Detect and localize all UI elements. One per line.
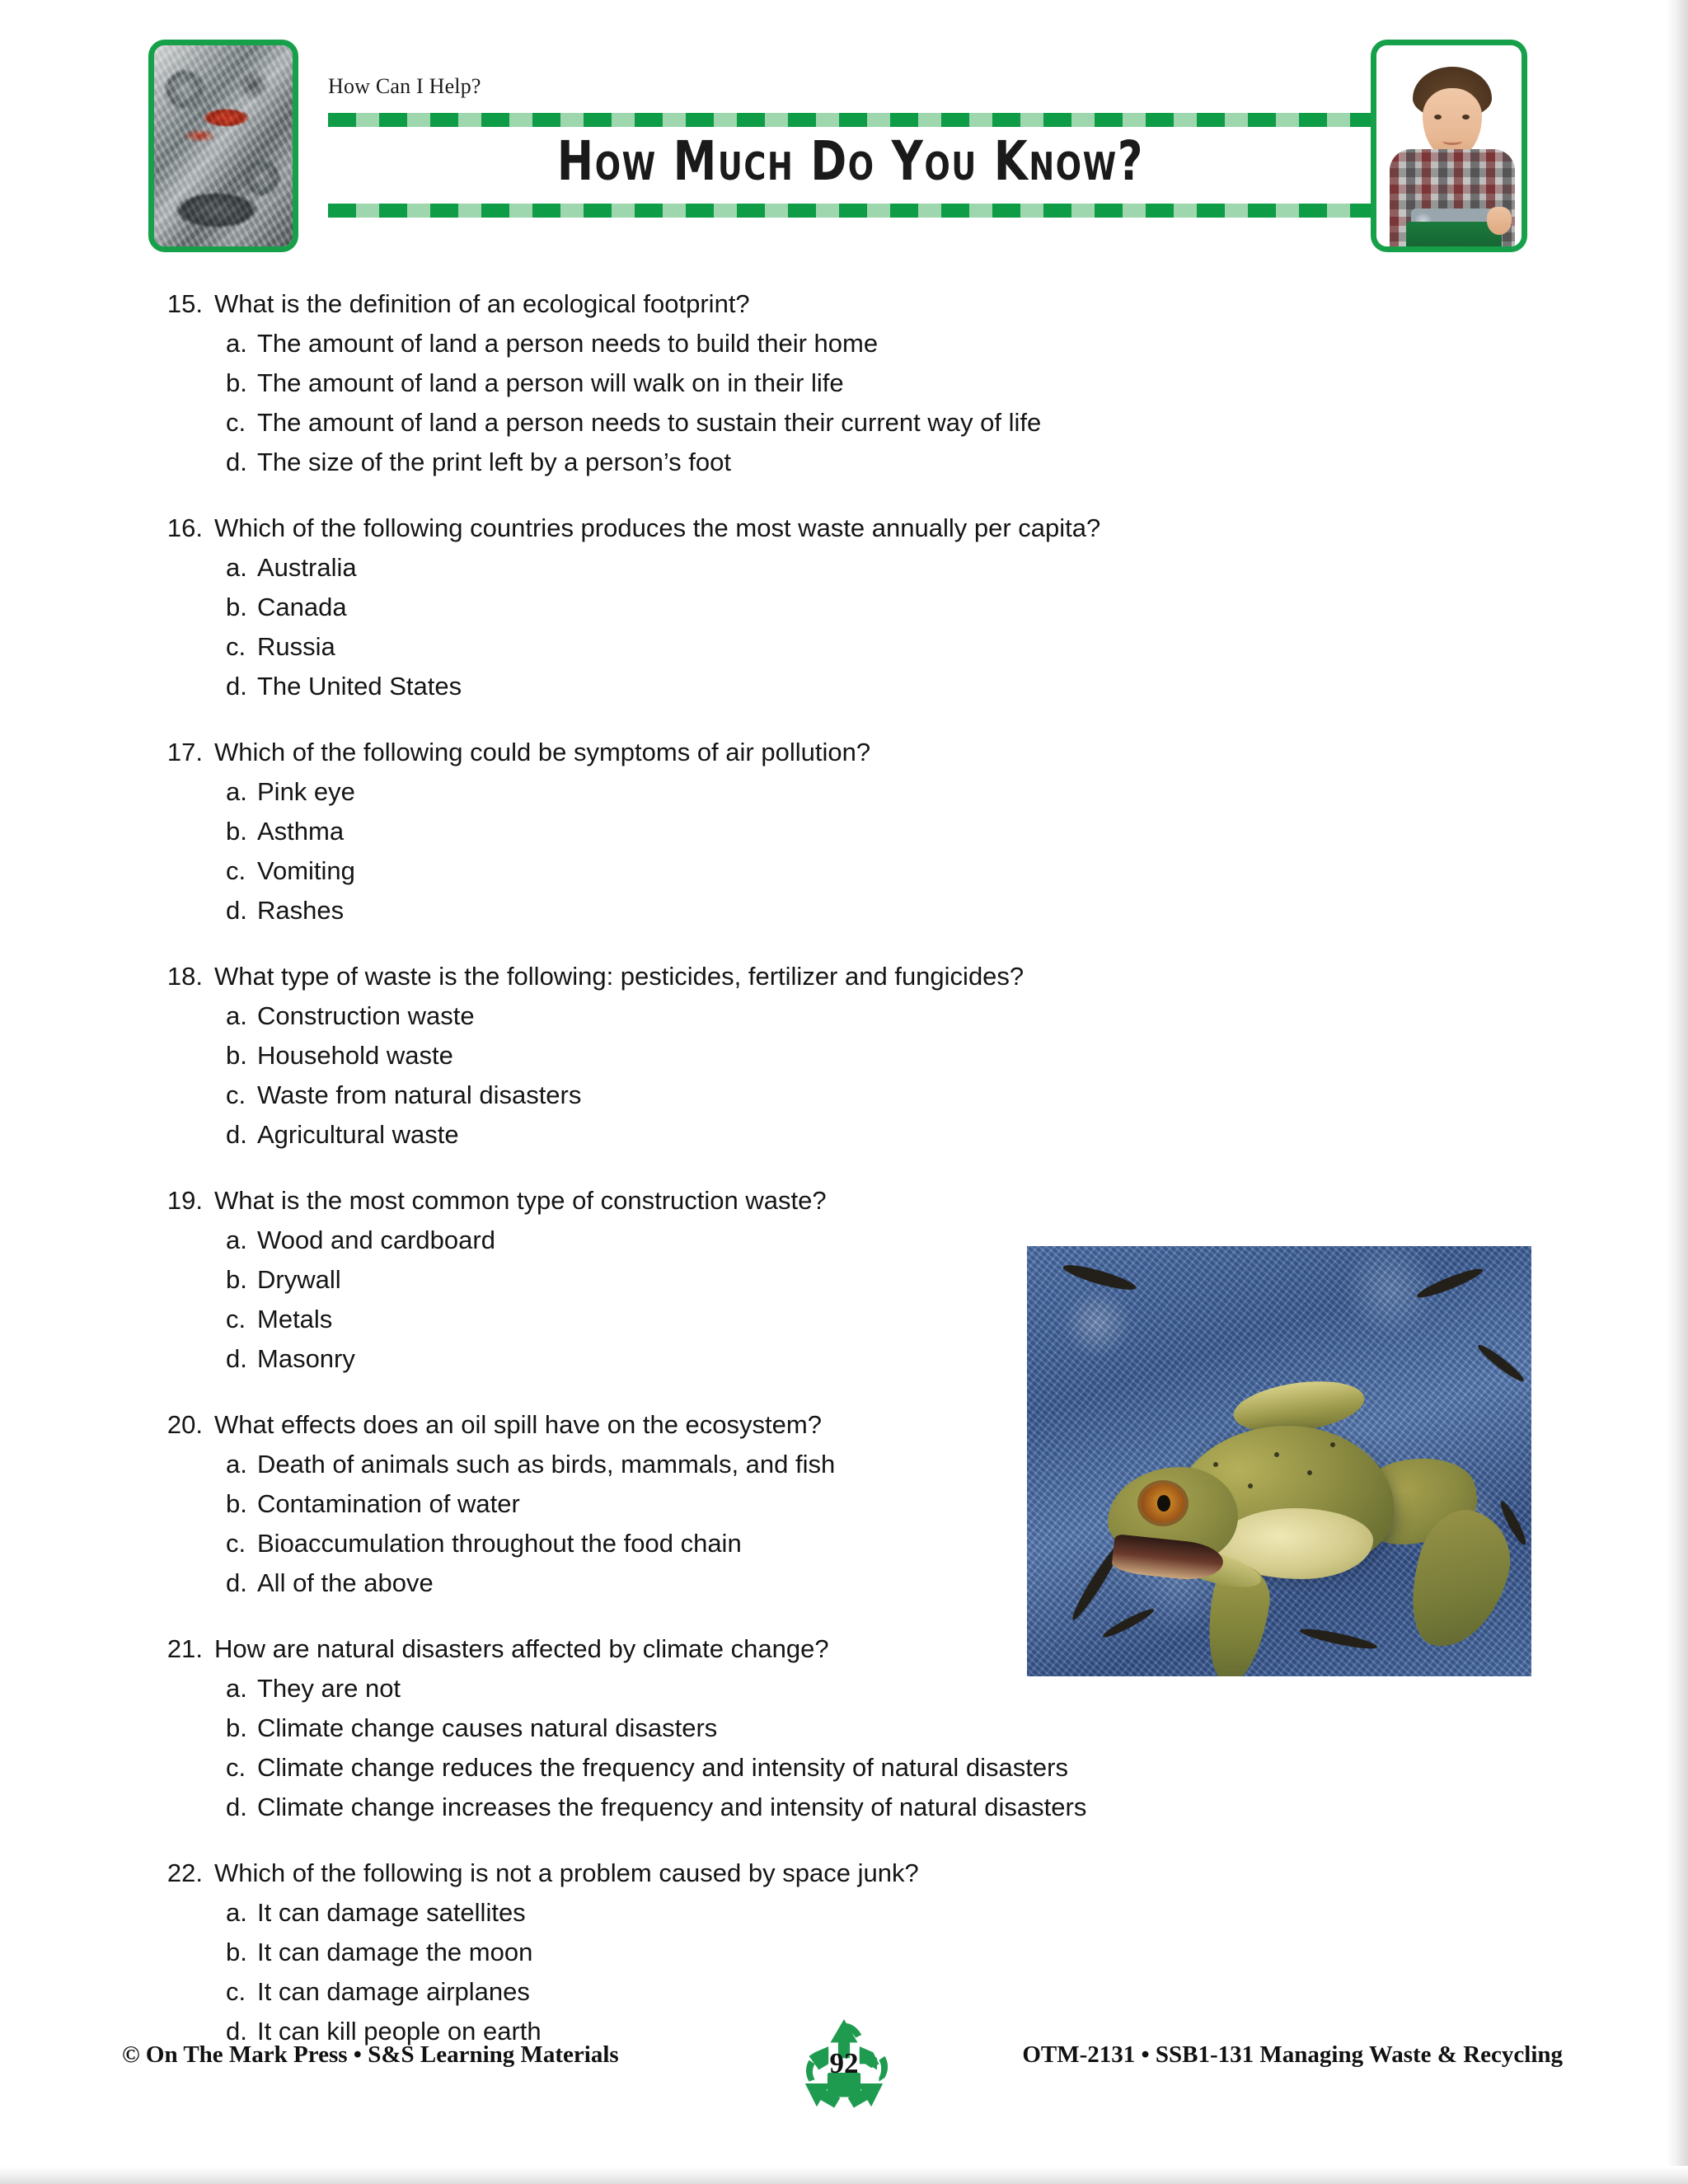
answer-choice[interactable] bbox=[153, 443, 1538, 482]
choice-text: The United States bbox=[257, 672, 462, 701]
choice-text: Rashes bbox=[257, 896, 345, 925]
choice-letter: d. bbox=[226, 896, 247, 925]
choice-letter: d. bbox=[226, 1793, 247, 1821]
answer-choice[interactable] bbox=[153, 1563, 1538, 1603]
question-line bbox=[153, 1405, 1538, 1445]
question-number: 16. bbox=[166, 513, 203, 542]
answer-choice[interactable] bbox=[153, 1036, 1538, 1076]
question-line bbox=[153, 1854, 1538, 1893]
choice-text: The size of the print left by a person’s foot bbox=[257, 448, 731, 476]
choice-text: All of the above bbox=[257, 1568, 434, 1597]
question-text: What is the most common type of construction waste? bbox=[214, 1186, 827, 1215]
boy-recycling-photo bbox=[1371, 40, 1527, 252]
question-number: 18. bbox=[166, 962, 203, 991]
answer-choice[interactable] bbox=[153, 891, 1538, 930]
choice-letter: b. bbox=[226, 1489, 247, 1518]
choice-text: Canada bbox=[257, 593, 347, 621]
question-text: What type of waste is the following: pesticides, fertilizer and fungicides? bbox=[214, 962, 1025, 991]
answer-choice[interactable] bbox=[153, 1221, 1538, 1260]
choice-text: Vomiting bbox=[257, 856, 355, 885]
question-block bbox=[153, 1405, 1538, 1603]
choice-letter: d. bbox=[226, 672, 247, 701]
question-block bbox=[153, 509, 1538, 706]
choice-letter: a. bbox=[226, 1450, 247, 1479]
answer-choice[interactable] bbox=[153, 1115, 1538, 1155]
answer-choice[interactable] bbox=[153, 1893, 1538, 1933]
answer-choice[interactable] bbox=[153, 588, 1538, 627]
answer-choice[interactable] bbox=[153, 1933, 1538, 1972]
choice-letter: c. bbox=[226, 1753, 246, 1782]
boy-mouth-shape bbox=[1442, 138, 1462, 145]
answer-choice[interactable] bbox=[153, 1339, 1538, 1379]
question-block bbox=[153, 957, 1538, 1155]
choice-letter: b. bbox=[226, 1938, 247, 1966]
choice-text: Household waste bbox=[257, 1041, 453, 1070]
choice-letter: d. bbox=[226, 1344, 247, 1373]
choice-text: Climate change increases the frequency and intensity of natural disasters bbox=[257, 1793, 1087, 1821]
recycling-symbol-icon bbox=[795, 2013, 893, 2111]
boy-hand-shape bbox=[1487, 207, 1512, 235]
banner-dashed-rule-bottom bbox=[328, 204, 1373, 218]
question-text: Which of the following could be symptoms of air pollution? bbox=[214, 738, 871, 766]
question-number: 20. bbox=[166, 1410, 203, 1439]
answer-choice[interactable] bbox=[153, 851, 1538, 891]
choice-letter: c. bbox=[226, 1977, 246, 2006]
choice-letter: b. bbox=[226, 593, 247, 621]
choice-letter: c. bbox=[226, 408, 246, 437]
unit-eyebrow-label: How Can I Help? bbox=[328, 74, 481, 98]
quiz-question-list bbox=[153, 284, 1538, 2078]
choice-text: It can damage satellites bbox=[257, 1898, 526, 1927]
page-number: 92 bbox=[829, 2047, 859, 2079]
choice-text: Wood and cardboard bbox=[257, 1226, 495, 1254]
choice-letter: d. bbox=[226, 1568, 247, 1597]
choice-text: Construction waste bbox=[257, 1001, 475, 1030]
answer-choice[interactable] bbox=[153, 1748, 1538, 1788]
answer-choice[interactable] bbox=[153, 363, 1538, 403]
choice-letter: b. bbox=[226, 817, 247, 846]
choice-letter: c. bbox=[226, 632, 246, 661]
answer-choice[interactable] bbox=[153, 403, 1538, 443]
choice-letter: a. bbox=[226, 1001, 247, 1030]
answer-choice[interactable] bbox=[153, 1445, 1538, 1484]
question-number: 15. bbox=[166, 289, 203, 318]
answer-choice[interactable] bbox=[153, 548, 1538, 588]
choice-letter: a. bbox=[226, 1674, 247, 1703]
question-line bbox=[153, 957, 1538, 996]
question-line bbox=[153, 733, 1538, 772]
answer-choice[interactable] bbox=[153, 1076, 1538, 1115]
choice-text: It can kill people on earth bbox=[257, 2017, 542, 2046]
answer-choice[interactable] bbox=[153, 667, 1538, 706]
answer-choice[interactable] bbox=[153, 1788, 1538, 1827]
question-text: Which of the following countries produces the most waste annually per capita? bbox=[214, 513, 1101, 542]
page-edge-shadow-bottom bbox=[0, 2166, 1688, 2184]
choice-text: Climate change causes natural disasters bbox=[257, 1713, 718, 1742]
choice-text: It can damage airplanes bbox=[257, 1977, 530, 2006]
choice-text: Bioaccumulation throughout the food chain bbox=[257, 1529, 742, 1558]
choice-text: They are not bbox=[257, 1674, 401, 1703]
question-number: 19. bbox=[166, 1186, 203, 1215]
choice-letter: b. bbox=[226, 368, 247, 397]
choice-letter: c. bbox=[226, 1080, 246, 1109]
choice-letter: a. bbox=[226, 1226, 247, 1254]
question-line bbox=[153, 284, 1538, 324]
question-text: Which of the following is not a problem caused by space junk? bbox=[214, 1858, 919, 1887]
question-number: 17. bbox=[166, 738, 203, 766]
page-title: How Much Do You Know? bbox=[556, 129, 1145, 193]
page-footer bbox=[0, 2023, 1688, 2122]
choice-text: Masonry bbox=[257, 1344, 355, 1373]
answer-choice[interactable] bbox=[153, 1708, 1538, 1748]
question-block bbox=[153, 733, 1538, 930]
question-text: How are natural disasters affected by climate change? bbox=[214, 1634, 829, 1663]
choice-letter: c. bbox=[226, 1529, 246, 1558]
scrap-metal-photo bbox=[148, 40, 298, 252]
question-block bbox=[153, 284, 1538, 482]
choice-text: It can damage the moon bbox=[257, 1938, 533, 1966]
choice-text: Asthma bbox=[257, 817, 345, 846]
title-banner bbox=[328, 76, 1373, 226]
choice-text: Drywall bbox=[257, 1265, 341, 1294]
choice-text: The amount of land a person will walk on in their life bbox=[257, 368, 844, 397]
choice-letter: a. bbox=[226, 777, 247, 806]
answer-choice[interactable] bbox=[153, 1484, 1538, 1524]
choice-text: Contamination of water bbox=[257, 1489, 520, 1518]
answer-choice[interactable] bbox=[153, 772, 1538, 812]
answer-choice[interactable] bbox=[153, 996, 1538, 1036]
choice-letter: c. bbox=[226, 1305, 246, 1333]
question-number: 21. bbox=[166, 1634, 203, 1663]
choice-text: Agricultural waste bbox=[257, 1120, 459, 1149]
question-block bbox=[153, 1629, 1538, 1827]
question-line bbox=[153, 509, 1538, 548]
question-line bbox=[153, 1181, 1538, 1221]
answer-choice[interactable] bbox=[153, 1524, 1538, 1563]
answer-choice[interactable] bbox=[153, 1260, 1538, 1300]
scrap-metal-image bbox=[154, 45, 293, 246]
choice-letter: d. bbox=[226, 448, 247, 476]
boy-eye-left-shape bbox=[1434, 115, 1442, 120]
question-number: 22. bbox=[166, 1858, 203, 1887]
choice-text: The amount of land a person needs to build their home bbox=[257, 329, 879, 358]
answer-choice[interactable] bbox=[153, 1669, 1538, 1708]
page-header bbox=[0, 0, 1688, 288]
choice-letter: c. bbox=[226, 856, 246, 885]
banner-dashed-rule-top bbox=[328, 113, 1373, 127]
choice-text: Pink eye bbox=[257, 777, 355, 806]
question-text: What effects does an oil spill have on the ecosystem? bbox=[214, 1410, 822, 1439]
choice-letter: d. bbox=[226, 2017, 247, 2046]
choice-text: The amount of land a person needs to sustain their current way of life bbox=[257, 408, 1042, 437]
question-block bbox=[153, 1181, 1538, 1379]
answer-choice[interactable] bbox=[153, 1300, 1538, 1339]
choice-text: Australia bbox=[257, 553, 357, 582]
choice-text: Death of animals such as birds, mammals, and fish bbox=[257, 1450, 836, 1479]
boy-face-shape bbox=[1423, 88, 1482, 157]
answer-choice[interactable] bbox=[153, 812, 1538, 851]
choice-letter: a. bbox=[226, 553, 247, 582]
choice-letter: a. bbox=[226, 329, 247, 358]
question-line bbox=[153, 1629, 1538, 1669]
choice-text: Climate change reduces the frequency and intensity of natural disasters bbox=[257, 1753, 1068, 1782]
product-code-label: OTM-2131 • SSB1-131 Managing Waste & Recycling bbox=[1022, 2041, 1563, 2068]
choice-letter: b. bbox=[226, 1041, 247, 1070]
boy-eye-right-shape bbox=[1462, 115, 1470, 120]
page-edge-shadow-right bbox=[1667, 0, 1688, 2184]
choice-text: Russia bbox=[257, 632, 335, 661]
choice-letter: b. bbox=[226, 1265, 247, 1294]
choice-letter: a. bbox=[226, 1898, 247, 1927]
answer-choice[interactable] bbox=[153, 1972, 1538, 2012]
choice-text: Waste from natural disasters bbox=[257, 1080, 582, 1109]
boy-recycling-image bbox=[1376, 45, 1522, 246]
choice-text: Metals bbox=[257, 1305, 333, 1333]
answer-choice[interactable] bbox=[153, 627, 1538, 667]
copyright-notice: © On The Mark Press • S&S Learning Materials bbox=[122, 2041, 619, 2068]
question-text: What is the definition of an ecological footprint? bbox=[214, 289, 750, 318]
choice-letter: b. bbox=[226, 1713, 247, 1742]
answer-choice[interactable] bbox=[153, 324, 1538, 363]
choice-letter: d. bbox=[226, 1120, 247, 1149]
